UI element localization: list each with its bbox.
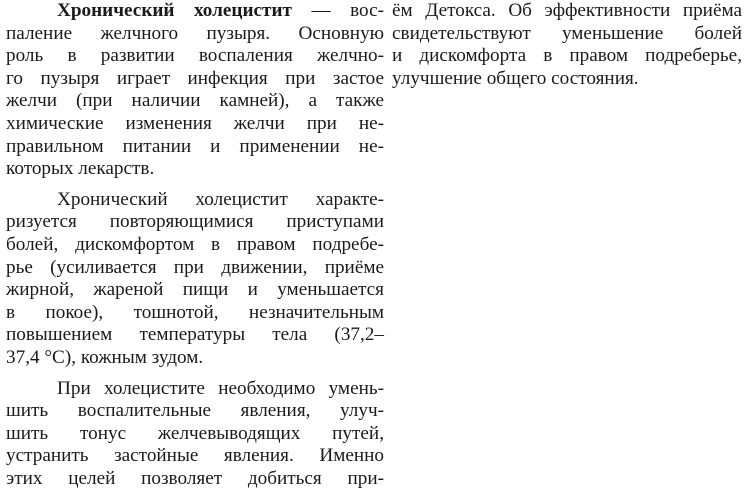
- text-line: в покое), тошнотой, незначительным: [6, 302, 384, 325]
- text-line: шить тонус желчевыводящих путей,: [6, 423, 384, 446]
- text-line: ризуется повторяющимися приступами: [6, 211, 384, 234]
- text-line: улучшение общего состояния.: [392, 68, 742, 91]
- right-column: [392, 0, 742, 90]
- term-heading: Хронический холецистит: [57, 0, 292, 21]
- text-line: повышением температуры тела (37,2–: [6, 324, 384, 347]
- text-line: роль в развитии воспаления желчно-: [6, 45, 384, 68]
- text-line: этих целей позволяет добиться при-: [6, 468, 384, 490]
- text-line: химические изменения желчи при не-: [6, 113, 384, 136]
- text-line: желчи (при наличии камней), а также: [6, 90, 384, 113]
- text-line: го пузыря играет инфекция при застое: [6, 68, 384, 91]
- text-line: правильном питании и применении не-: [6, 136, 384, 159]
- text-line: шить воспалительные явления, улуч-: [6, 400, 384, 423]
- text-line: 37,4 °С), кожным зудом.: [6, 347, 384, 370]
- text-line: свидетельствуют уменьшение болей: [392, 23, 742, 46]
- text-line: При холецистите необходимо умень-: [6, 378, 384, 401]
- text-line: которых лекарств.: [6, 158, 384, 181]
- text-line: болей, дискомфортом в правом подребе-: [6, 234, 384, 257]
- paragraph-treatment: [6, 378, 384, 490]
- text-line: жирной, жареной пищи и уменьшается: [6, 279, 384, 302]
- left-column: [6, 0, 384, 490]
- text-line: паление желчного пузыря. Основную: [6, 23, 384, 46]
- text-line: ём Детокса. Об эффективности приёма: [392, 0, 742, 23]
- text-line: рье (усиливается при движении, приёме: [6, 257, 384, 280]
- text-fragment: — вос-: [311, 0, 384, 21]
- paragraph-symptoms: [6, 189, 384, 370]
- text-line: устранить застойные явления. Именно: [6, 445, 384, 468]
- text-line: и дискомфорта в правом подреберье,: [392, 45, 742, 68]
- text-line: Хронический холецистит характе-: [6, 189, 384, 212]
- paragraph-continuation: [392, 0, 742, 90]
- text-line: [6, 0, 384, 23]
- paragraph-definition: [6, 0, 384, 181]
